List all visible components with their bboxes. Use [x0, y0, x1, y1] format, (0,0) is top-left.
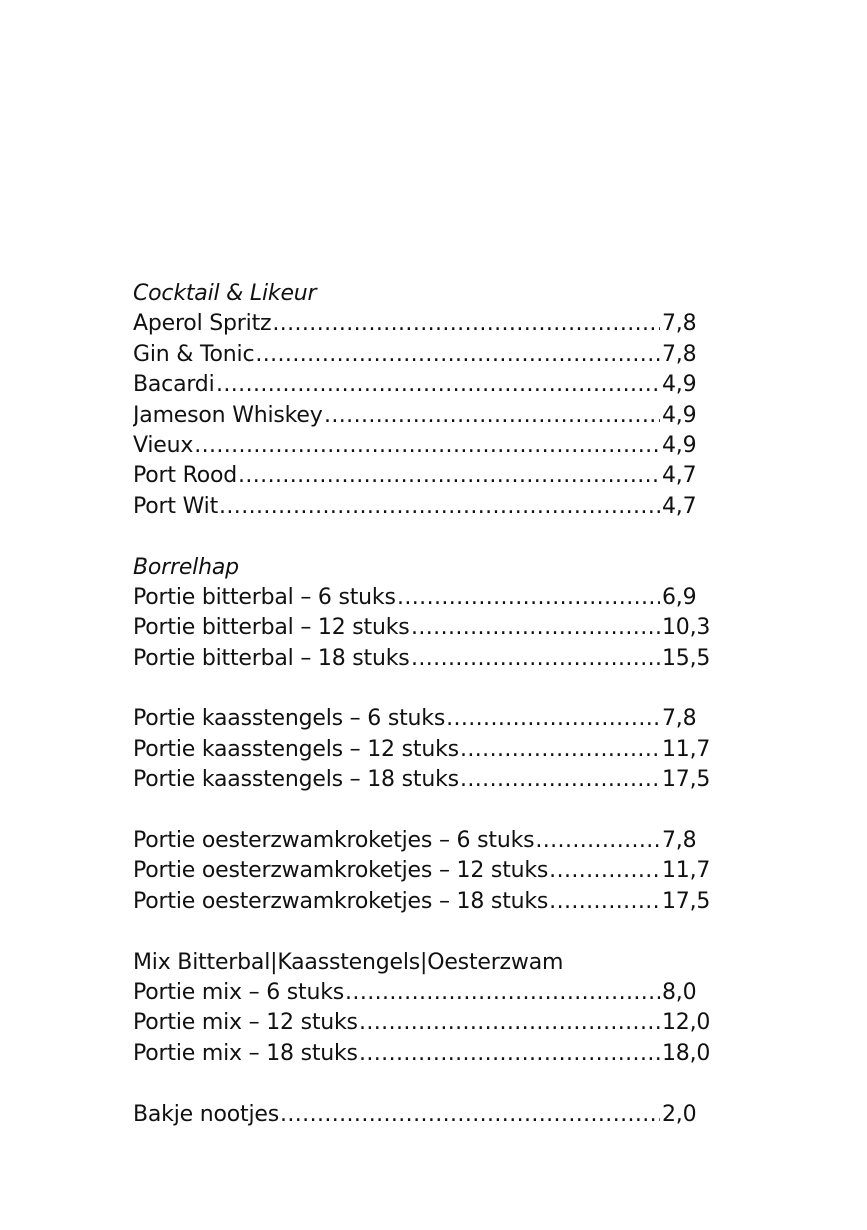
item-price: 4,7: [661, 461, 696, 491]
drinks-menu: [133, 279, 733, 1130]
item-price: 7,8: [661, 309, 696, 339]
dot-leader: [255, 340, 660, 370]
item-price: 4,7: [661, 492, 696, 522]
dot-leader: [194, 431, 660, 461]
item-price: 12,0: [661, 1008, 710, 1038]
item-name: Portie kaasstengels – 12 stuks: [133, 736, 459, 762]
item-price: 7,8: [661, 340, 696, 370]
item-name: Aperol Spritz: [133, 311, 272, 337]
item-name: Gin & Tonic: [133, 341, 255, 367]
menu-section: [133, 948, 733, 1070]
dot-leader: [411, 613, 660, 643]
menu-section: [133, 826, 733, 917]
dot-leader: [216, 370, 660, 400]
menu-item: [133, 613, 733, 643]
item-name: Jameson Whiskey: [133, 402, 323, 428]
section-heading: Mix Bitterbal|Kaasstengels|Oesterzwam: [133, 949, 564, 975]
menu-item: [133, 704, 733, 734]
item-name: Portie kaasstengels – 18 stuks: [133, 767, 459, 793]
dot-leader: [460, 735, 660, 765]
menu-item: [133, 1008, 733, 1038]
item-name: Vieux: [133, 432, 194, 458]
menu-item: [133, 826, 733, 856]
dot-leader: [460, 765, 660, 795]
item-price: 4,9: [661, 431, 696, 461]
dot-leader: [411, 644, 660, 674]
item-price: 7,8: [661, 826, 696, 856]
dot-leader: [359, 1008, 660, 1038]
section-heading: Borrelhap: [133, 554, 239, 580]
item-price: 11,7: [661, 735, 710, 765]
item-price: 4,9: [661, 401, 696, 431]
item-name: Portie mix – 6 stuks: [133, 979, 345, 1005]
menu-item: [133, 309, 733, 339]
dot-leader: [549, 887, 660, 917]
item-price: 6,9: [661, 583, 696, 613]
menu-item: [133, 765, 733, 795]
item-name: Portie mix – 18 stuks: [133, 1040, 358, 1066]
item-price: 4,9: [661, 370, 696, 400]
menu-item: [133, 978, 733, 1008]
menu-item: [133, 461, 733, 491]
section-spacer: [133, 917, 733, 947]
item-name: Port Rood: [133, 463, 237, 489]
menu-item: [133, 856, 733, 886]
menu-item: [133, 401, 733, 431]
menu-section: [133, 1100, 733, 1130]
item-price: 2,0: [661, 1100, 696, 1130]
item-price: 7,8: [661, 704, 696, 734]
item-price: 18,0: [661, 1039, 710, 1069]
menu-item: [133, 735, 733, 765]
menu-item: [133, 340, 733, 370]
item-name: Bacardi: [133, 372, 215, 398]
menu-item: [133, 492, 733, 522]
menu-item: [133, 370, 733, 400]
item-name: Portie bitterbal – 18 stuks: [133, 645, 410, 671]
menu-section: [133, 553, 733, 675]
item-name: Portie oesterzwamkroketjes – 12 stuks: [133, 858, 549, 884]
dot-leader: [446, 704, 660, 734]
item-price: 17,5: [661, 887, 710, 917]
item-name: Port Wit: [133, 493, 219, 519]
item-name: Bakje nootjes: [133, 1101, 279, 1127]
dot-leader: [535, 826, 660, 856]
dot-leader: [397, 583, 660, 613]
dot-leader: [345, 978, 660, 1008]
section-spacer: [133, 674, 733, 704]
dot-leader: [324, 401, 660, 431]
section-spacer: [133, 522, 733, 552]
menu-item: [133, 887, 733, 917]
menu-section: [133, 704, 733, 795]
item-price: 11,7: [661, 856, 710, 886]
section-spacer: [133, 796, 733, 826]
section-spacer: [133, 1069, 733, 1099]
menu-item: [133, 1100, 733, 1130]
dot-leader: [549, 856, 660, 886]
menu-item: [133, 431, 733, 461]
dot-leader: [272, 309, 660, 339]
item-name: Portie bitterbal – 12 stuks: [133, 615, 410, 641]
menu-item: [133, 644, 733, 674]
menu-section: [133, 279, 733, 522]
dot-leader: [280, 1100, 660, 1130]
item-name: Portie kaasstengels – 6 stuks: [133, 706, 446, 732]
section-heading: Cocktail & Likeur: [133, 281, 317, 306]
item-price: 15,5: [661, 644, 710, 674]
item-name: Portie bitterbal – 6 stuks: [133, 584, 396, 610]
item-name: Portie mix – 12 stuks: [133, 1010, 358, 1036]
dot-leader: [238, 461, 660, 491]
menu-item: [133, 1039, 733, 1069]
menu-item: [133, 583, 733, 613]
item-name: Portie oesterzwamkroketjes – 18 stuks: [133, 888, 549, 914]
item-price: 8,0: [661, 978, 696, 1008]
dot-leader: [219, 492, 660, 522]
item-price: 17,5: [661, 765, 710, 795]
item-name: Portie oesterzwamkroketjes – 6 stuks: [133, 828, 535, 854]
item-price: 10,3: [661, 613, 710, 643]
dot-leader: [359, 1039, 660, 1069]
